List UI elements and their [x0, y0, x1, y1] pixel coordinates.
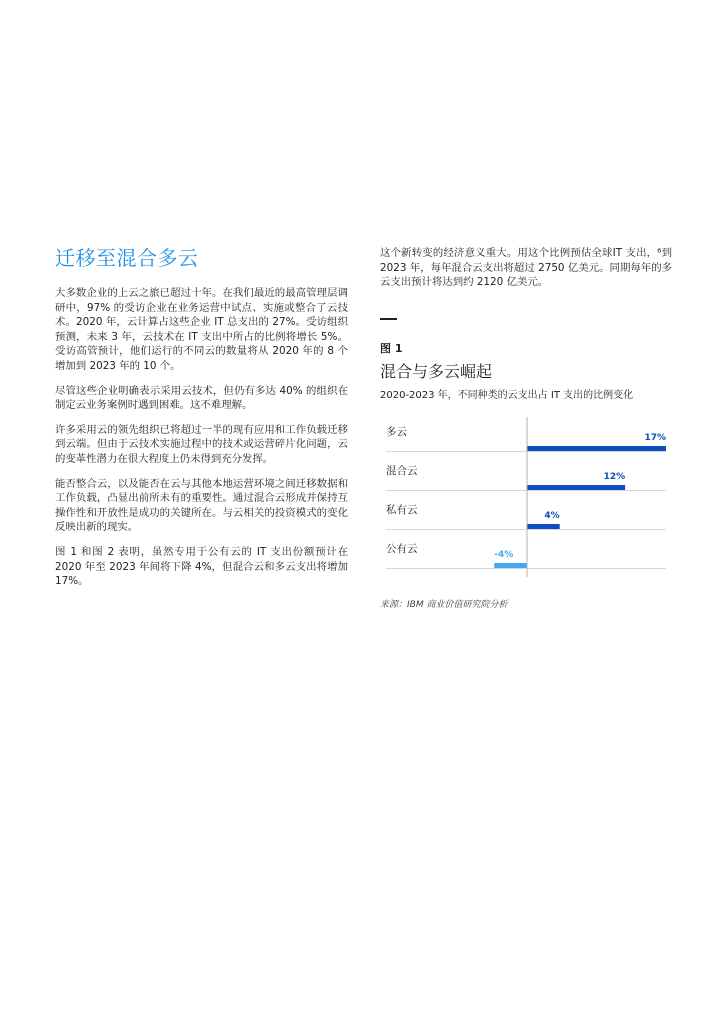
- body-paragraph-1: 大多数企业的上云之旅已超过十年。在我们最近的最高管理层调研中，97% 的受访企业在业务运营中试点、实施或整合了云技术。2020 年，云计算占这些企业 IT 总支出的 27%。受访组织预测，未来 3 年，云技术在 IT 支出中所占的比例将增长 5%。受访高管预计，他们运行的不同云的数量将从 2020 年的 8 个增加到 2023 年的 10 个。: [55, 287, 348, 372]
- figure-label: 图 1: [380, 341, 403, 355]
- body-paragraph-5: 图 1 和图 2 表明，虽然专用于公有云的 IT 支出份额预计在 2020 年至 2023 年间将下降 4%，但混合云和多云支出将增加 17%。: [55, 545, 348, 588]
- body-paragraph-3: 许多采用云的领先组织已将超过一半的现有应用和工作负载迁移到云端。但由于云技术实施过程中的技术或运营碎片化问题，云的变革性潜力在很大程度上仍未得到充分发挥。: [55, 423, 348, 465]
- category-label: 多云: [386, 425, 407, 438]
- figure-divider: [380, 318, 397, 320]
- body-paragraph-2: 尽管这些企业明确表示采用云技术，但仍有多达 40% 的组织在制定云业务案例时遇到困难。这不难理解。: [55, 384, 348, 412]
- left-column: [55, 244, 348, 599]
- chart-svg: [380, 417, 672, 585]
- bar-chart: [380, 417, 672, 585]
- value-label: 12%: [603, 471, 626, 482]
- value-label: 4%: [544, 510, 560, 521]
- section-heading: 迁移至混合多云: [55, 246, 199, 270]
- body-paragraph-right: 这个新转变的经济意义重大。用这个比例预估全球IT 支出，⁶到 2023 年，每年混合云支出将超过 2750 亿美元。同期每年的多云支出预计将达到约 2120 亿美元。: [380, 247, 672, 289]
- category-label: 公有云: [386, 542, 418, 555]
- value-label: -4%: [494, 549, 514, 560]
- figure-subtitle: 2020-2023 年，不同种类的云支出占 IT 支出的比例变化: [380, 389, 634, 401]
- category-label: 混合云: [386, 464, 418, 477]
- figure-source: 来源：IBM 商业价值研究院分析: [380, 599, 508, 610]
- data-bar: [527, 524, 560, 529]
- body-paragraph-4: 能否整合云，以及能否在云与其他本地运营环境之间迁移数据和工作负载，凸显出前所未有的重要性。通过混合云形成并保持互操作性和开放性是成功的关键所在。与云相关的投资模式的变化反映出新的现实。: [55, 477, 348, 534]
- data-bar: [527, 446, 666, 451]
- category-label: 私有云: [386, 503, 418, 516]
- data-bar: [527, 485, 625, 490]
- right-column: [380, 246, 672, 610]
- data-bar: [494, 563, 527, 568]
- value-label: 17%: [644, 432, 666, 443]
- figure-title: 混合与多云崛起: [380, 361, 493, 381]
